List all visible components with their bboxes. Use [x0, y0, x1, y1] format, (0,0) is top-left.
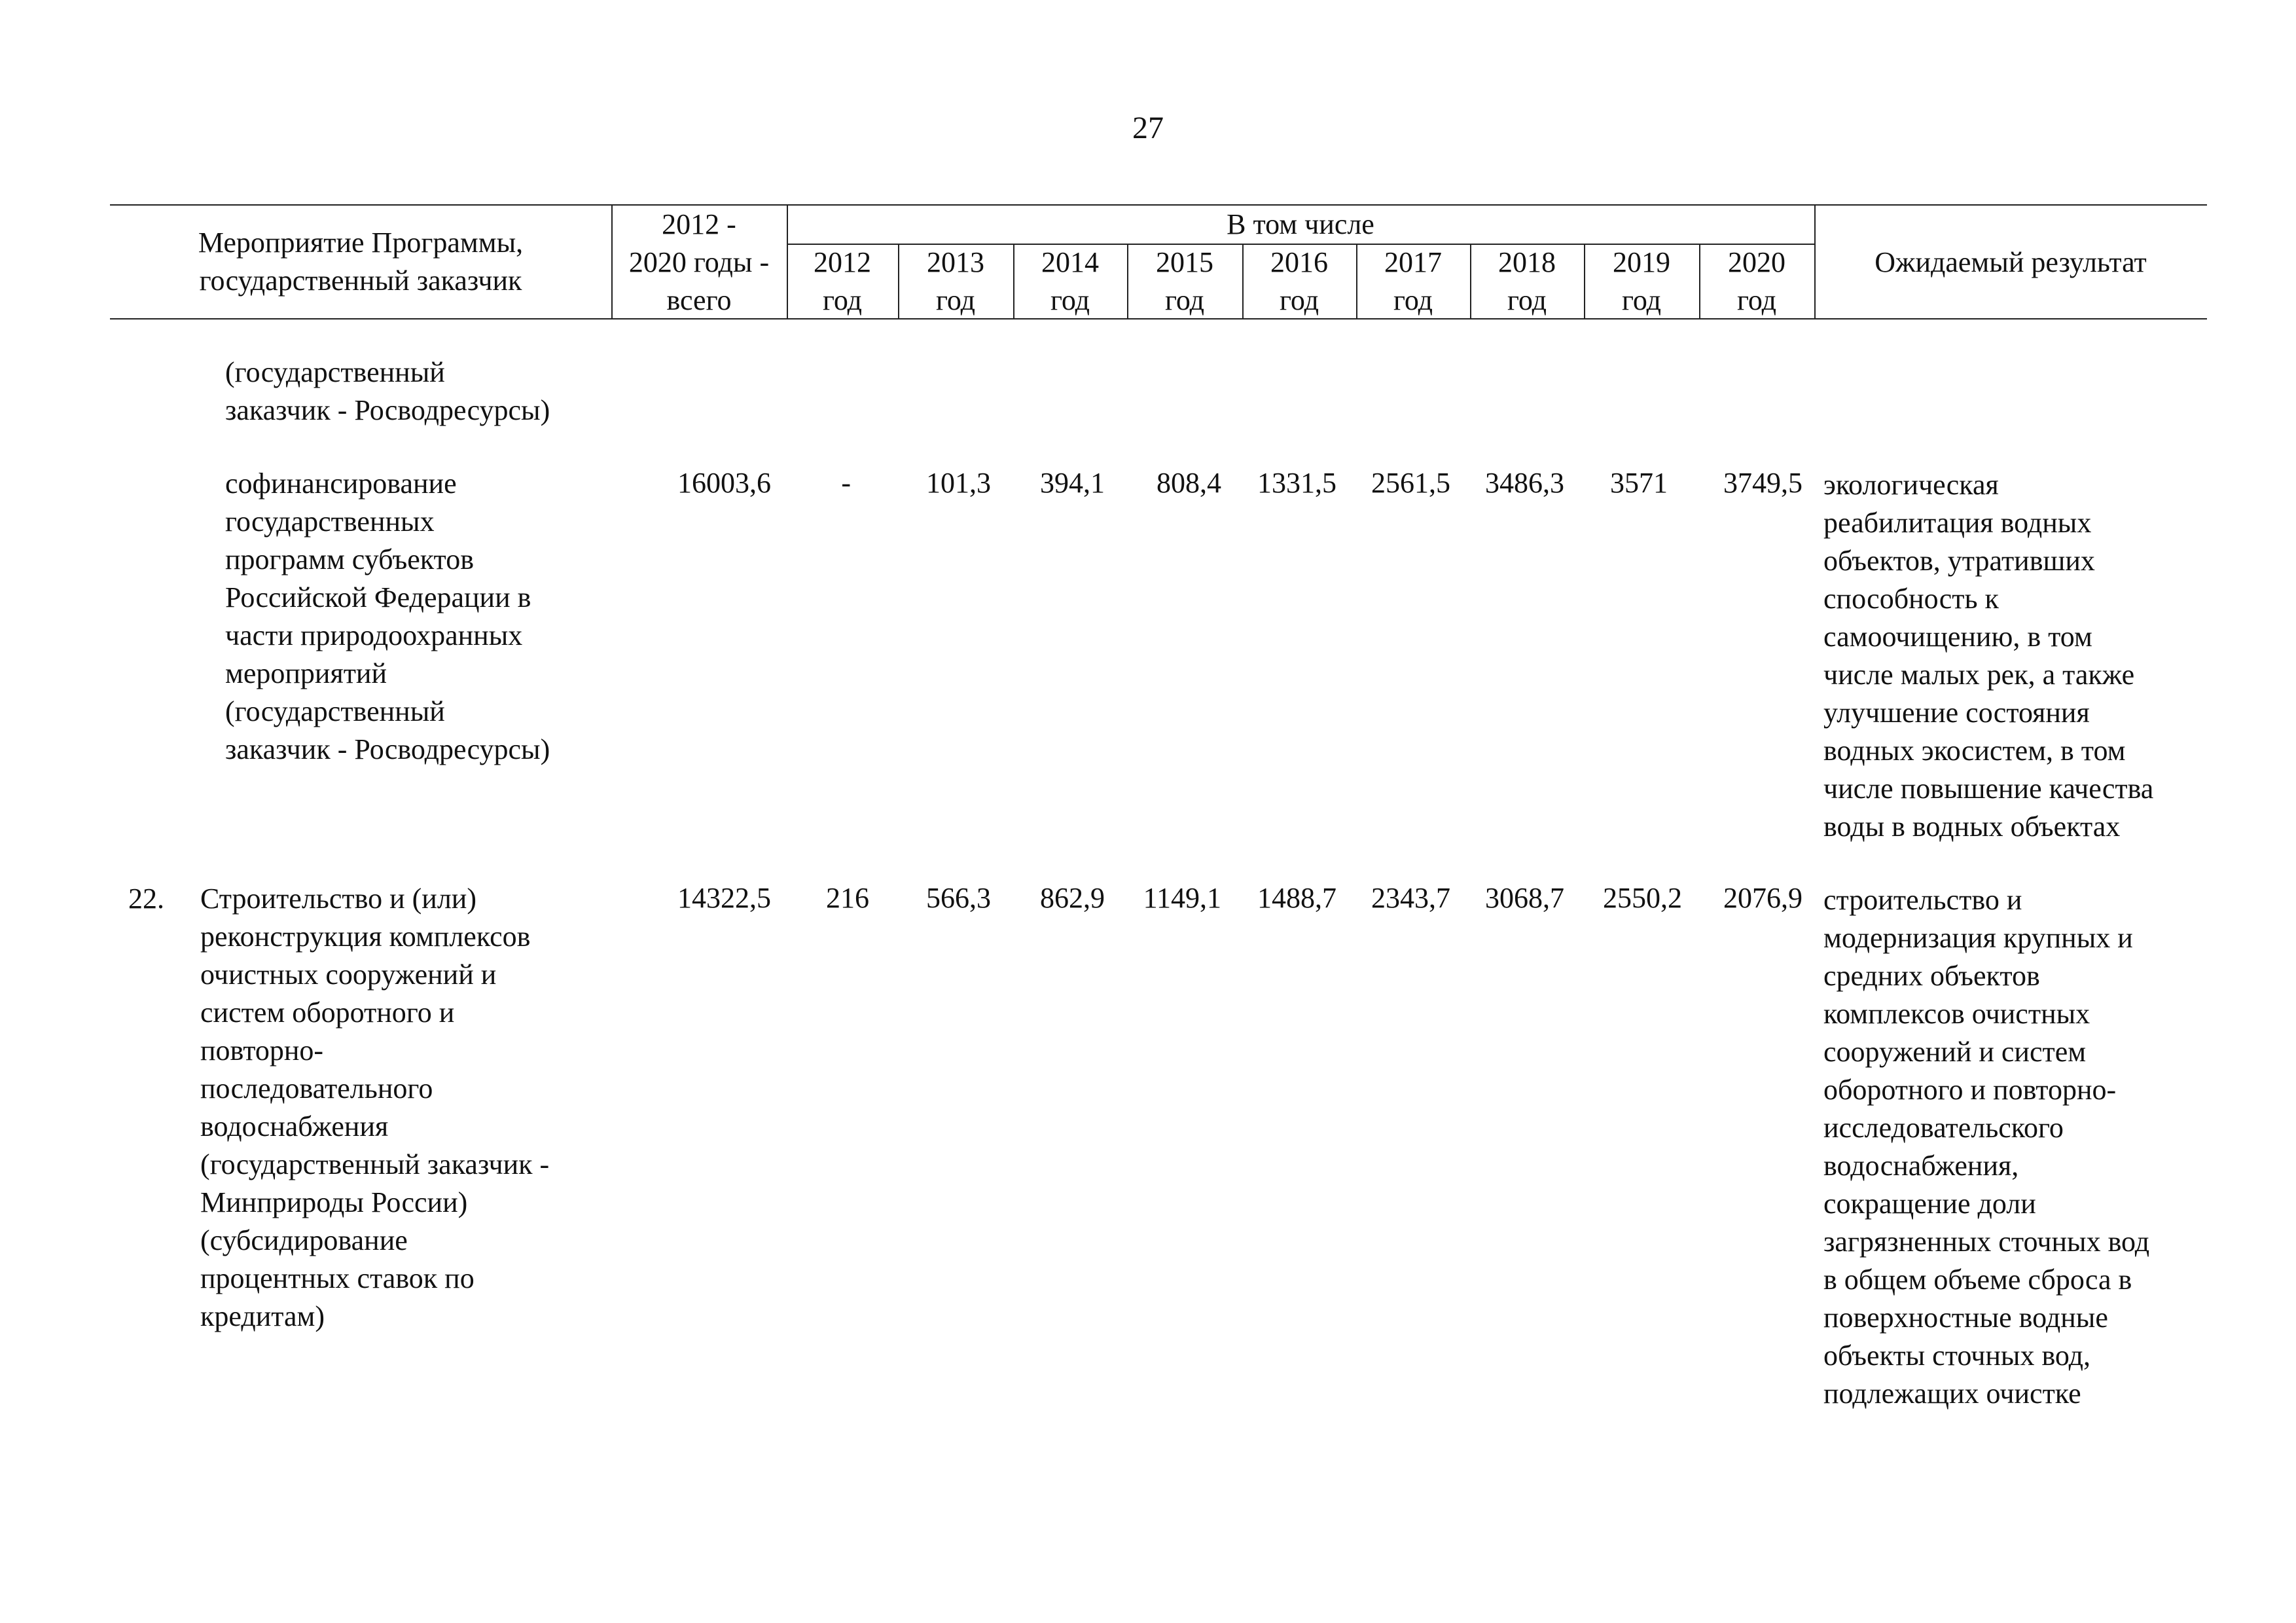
header-year-2015: 2015	[1156, 246, 1213, 278]
row-total: 16003,6	[677, 467, 771, 499]
row-value-2017: 2561,5	[1371, 467, 1450, 499]
header-year-2016: 2016	[1270, 246, 1328, 278]
row-value-2020: 3749,5	[1723, 467, 1803, 499]
row-number: 22.	[128, 883, 164, 915]
header-year-unit: год	[1736, 284, 1777, 316]
header-year-2019: 2019	[1613, 246, 1670, 278]
header-year-unit: год	[1507, 284, 1547, 316]
header-year-2017: 2017	[1384, 246, 1442, 278]
page-number: 27	[1132, 111, 1164, 145]
row-value-2019: 3571	[1610, 467, 1668, 499]
row-value-2014: 394,1	[1040, 467, 1105, 499]
row-value-2018: 3068,7	[1485, 882, 1564, 914]
row-value-2012: -	[841, 467, 851, 499]
header-year-unit: год	[1050, 284, 1090, 316]
row-value-2015: 808,4	[1157, 467, 1221, 499]
header-result: Ожидаемый результат	[1874, 246, 2147, 278]
row-value-2013: 101,3	[926, 467, 991, 499]
header-year-2013: 2013	[927, 246, 984, 278]
header-activity: Мероприятие Программы, государственный заказчик	[198, 227, 524, 297]
header-total-line1: 2012 -	[662, 208, 736, 240]
row-activity: (государственный заказчик - Росводресурсы)	[225, 356, 550, 426]
row-value-2016: 1331,5	[1257, 467, 1336, 499]
row-total: 14322,5	[677, 882, 771, 914]
row-value-2020: 2076,9	[1723, 882, 1803, 914]
row-value-2013: 566,3	[926, 882, 991, 914]
header-year-2014: 2014	[1041, 246, 1099, 278]
header-total-line3: всего	[666, 284, 732, 316]
header-year-unit: год	[1621, 284, 1662, 316]
header-total-line2: 2020 годы -	[628, 246, 770, 278]
row-activity: Строительство и (или) реконструкция комплексов очистных сооружений и систем оборотного и повторно- последовательного водоснабжения (государственный заказчик - Минприроды России) (субсидирование процентных ставок по кредитам)	[200, 883, 550, 1332]
row-value-2019: 2550,2	[1603, 882, 1682, 914]
header-year-unit: год	[1164, 284, 1205, 316]
row-result: экологическая реабилитация водных объектов, утративших способность к самоочищению, в том числе малых рек, а также улучшение состояния водных экосистем, в том числе повышение качества воды в водных объектах	[1823, 469, 2154, 843]
row-value-2015: 1149,1	[1143, 882, 1221, 914]
header-year-unit: год	[935, 284, 976, 316]
row-activity: софинансирование государственных программ субъектов Российской Федерации в части природоохранных мероприятий (государственный заказчик - Росводресурсы)	[225, 467, 550, 765]
header-year-2018: 2018	[1498, 246, 1556, 278]
header-year-2012: 2012	[814, 246, 871, 278]
header-year-unit: год	[1393, 284, 1433, 316]
row-result: строительство и модернизация крупных и средних объектов комплексов очистных сооружений и систем оборотного и повторно- исследовательского водоснабжения, сокращение доли загрязненных сточных вод в общем объеме сброса в поверхностные водные объекты сточных вод, подлежащих очистке	[1823, 884, 2150, 1410]
header-including: В том числе	[1227, 208, 1374, 240]
row-value-2012: 216	[826, 882, 869, 914]
row-value-2018: 3486,3	[1485, 467, 1564, 499]
row-value-2014: 862,9	[1040, 882, 1105, 914]
row-value-2017: 2343,7	[1371, 882, 1450, 914]
header-year-unit: год	[1279, 284, 1319, 316]
row-value-2016: 1488,7	[1257, 882, 1336, 914]
header-year-2020: 2020	[1728, 246, 1785, 278]
header-year-unit: год	[822, 284, 863, 316]
